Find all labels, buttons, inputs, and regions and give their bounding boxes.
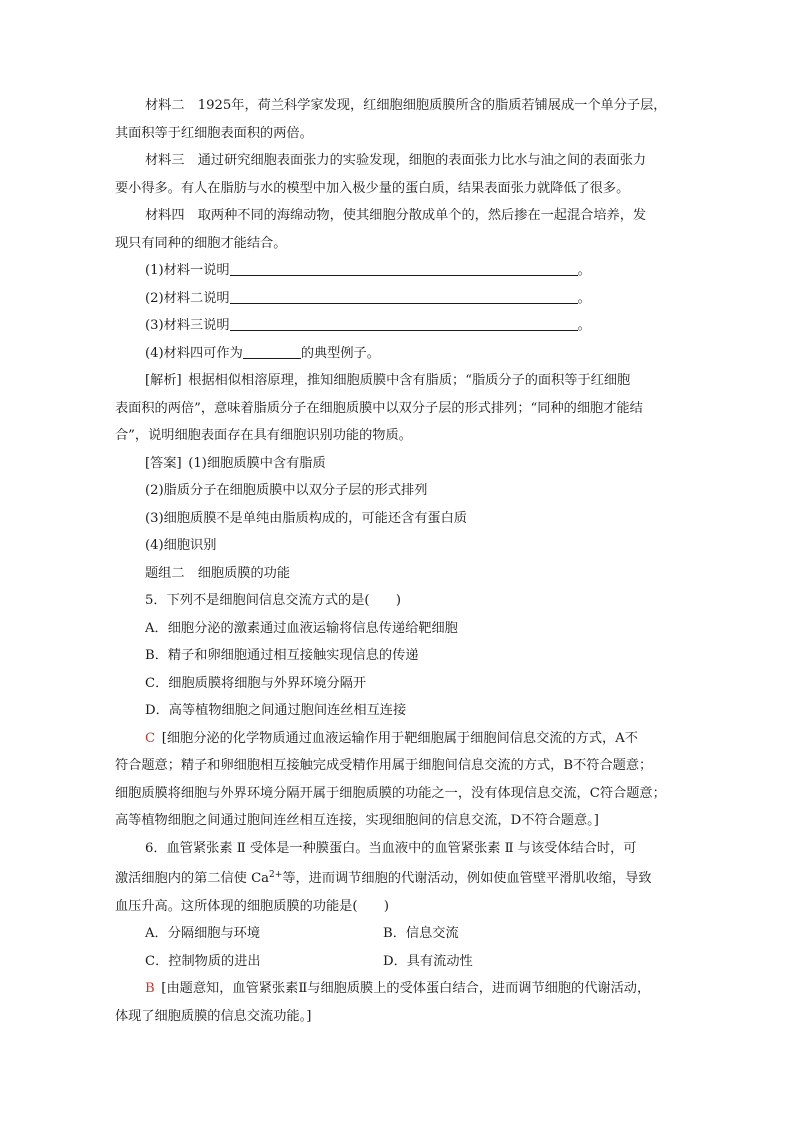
question-5-explanation-line4: 高等植物细胞之间通过胞间连丝相互连接，实现细胞间的信息交流，D不符合题意。] (115, 813, 599, 828)
question-5-stem: 5．下列不是细胞间信息交流方式的是( ) (145, 593, 402, 608)
question-5-explanation-line2: 符合题意；精子和卵细胞相互接触完成受精作用属于细胞间信息交流的方式，B不符合题意； (115, 758, 653, 773)
material-two-label: 材料二 (145, 98, 185, 113)
answer-blank-3[interactable] (230, 315, 578, 331)
question-6-options-row1 (115, 920, 675, 948)
answer-line4: (4)细胞识别 (145, 538, 217, 553)
analysis-line1: [解析] 根据相似相溶原理，推知细胞质膜中含有脂质；“脂质分子的面积等于红细胞 (145, 373, 631, 388)
question-6-key: B (145, 981, 155, 996)
material-four-line1: 材料四 取两种不同的海绵动物，使其细胞分散成单个的，然后掺在一起混合培养，发 (145, 208, 647, 223)
question-6-stem-line3: 血压升高。这所体现的细胞质膜的功能是( ) (115, 898, 390, 914)
fill-blank-1: (1)材料一说明 。 (115, 257, 675, 285)
material-four-line2: 现只有同种的细胞才能结合。 (115, 235, 287, 251)
material-two-line1: 材料二 1925年，荷兰科学家发现，红细胞细胞质膜所含的脂质若铺展成一个单分子层， (145, 98, 667, 113)
analysis-label: [解析] (145, 373, 182, 388)
question-6-option-c: C．控制物质的进出 (145, 953, 261, 969)
material-two-line2: 其面积等于红细胞表面积的两倍。 (115, 125, 313, 141)
answer-blank-4[interactable] (243, 343, 301, 359)
answer-blank-1[interactable] (230, 260, 578, 276)
question-5-option-a: A．细胞分泌的激素通过血液运输将信息传递给靶细胞 (145, 620, 458, 636)
question-6-option-a: A．分隔细胞与环境 (145, 926, 261, 941)
question-6-option-b: B．信息交流 (383, 926, 459, 941)
fill-blank-2: (2)材料二说明 。 (115, 285, 675, 313)
answer-line1: [答案] (1)细胞质膜中含有脂质 (145, 455, 326, 471)
question-5-explanation-line3: 细胞质膜将细胞与外界环境分隔开属于细胞质膜的功能之一，没有体现信息交流，C符合题意； (115, 785, 666, 801)
answer-label: [答案] (145, 455, 182, 471)
answer-line2: (2)脂质分子在细胞质膜中以双分子层的形式排列 (145, 483, 428, 498)
question-5-key: C (145, 730, 156, 746)
question-6-explanation-line2: 体现了细胞质膜的信息交流功能。] (115, 1008, 312, 1024)
question-5-explanation-line1: C [细胞分泌的化学物质通过血液运输作用于靶细胞属于细胞间信息交流的方式，A不 (145, 730, 638, 746)
answer-line3: (3)细胞质膜不是单纯由脂质构成的，可能还含有蛋白质 (145, 510, 467, 526)
question-6-explanation-line1: B [由题意知，血管紧张素Ⅱ与细胞质膜上的受体蛋白结合，进而调节细胞的代谢活动， (145, 981, 651, 996)
analysis-line2: 表面积的两倍”，意味着脂质分子在细胞质膜中以双分子层的形式排列；“同种的细胞才能结 (115, 400, 643, 416)
answer-blank-2[interactable] (230, 288, 578, 304)
fill-blank-3: (3)材料三说明 。 (115, 312, 675, 340)
material-three-label: 材料三 (145, 153, 185, 168)
question-5-option-d: D．高等植物细胞之间通过胞间连丝相互连接 (145, 703, 407, 718)
question-6-option-d: D．具有流动性 (383, 953, 473, 969)
question-5-option-c: C．细胞质膜将细胞与外界环境分隔开 (145, 675, 367, 691)
question-6-options-row2 (115, 948, 675, 976)
question-group-heading: 题组二 细胞质膜的功能 (145, 565, 291, 581)
page-content (115, 92, 675, 1030)
material-three-line1: 材料三 通过研究细胞表面张力的实验发现，细胞的表面张力比水与油之间的表面张力 (145, 153, 647, 168)
question-6-stem-line1: 6．血管紧张素 Ⅱ 受体是一种膜蛋白。当血液中的血管紧张素 Ⅱ 与该受体结合时，可 (145, 840, 637, 856)
material-four-label: 材料四 (145, 208, 185, 223)
material-three-line2: 要小得多。有人在脂肪与水的模型中加入极少量的蛋白质，结果表面张力就降低了很多。 (115, 180, 630, 196)
question-5-option-b: B．精子和卵细胞通过相互接触实现信息的传递 (145, 648, 419, 663)
analysis-line3: 合”，说明细胞表面存在具有细胞识别功能的物质。 (115, 428, 412, 443)
question-6-stem-line2: 激活细胞内的第二信使 $Ca^{2+}$等，进而调节细胞的代谢活动，例如使血管壁平滑肌收缩，导致 (115, 870, 652, 886)
fill-blank-4: (4)材料四可作为 的典型例子。 (115, 340, 675, 368)
